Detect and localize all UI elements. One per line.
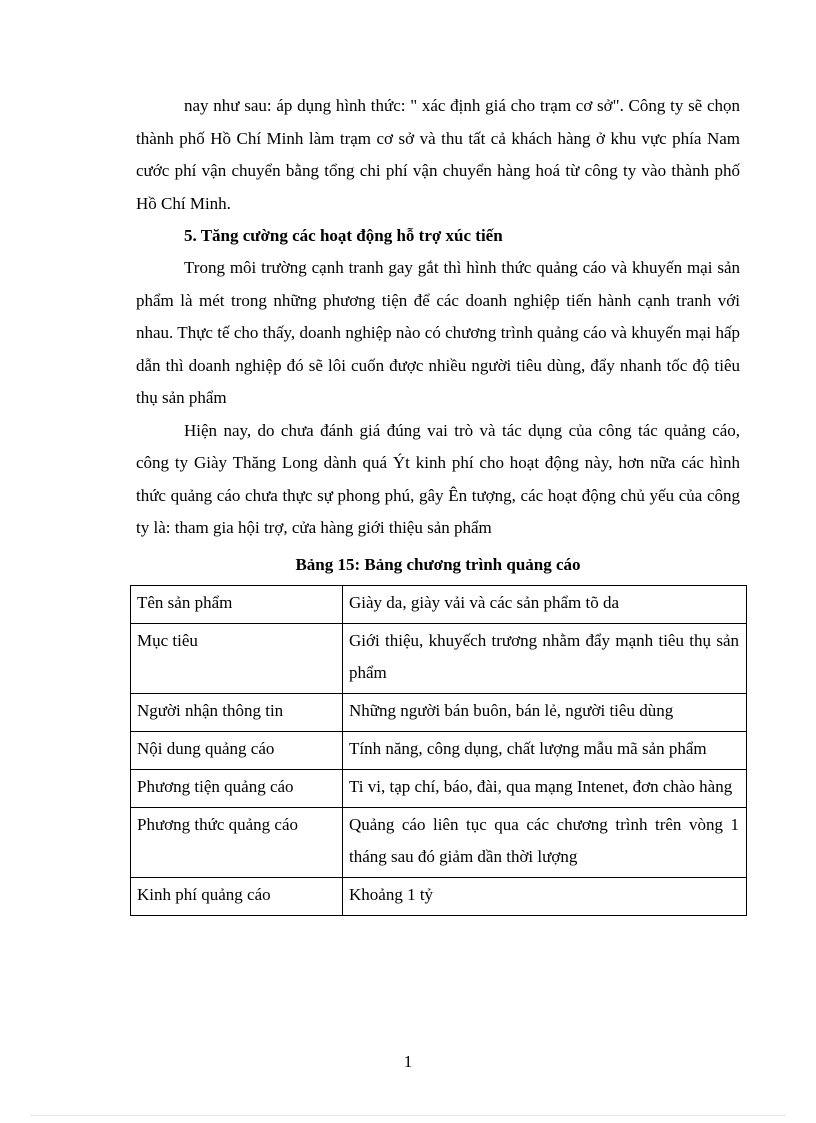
row-value: Tính năng, công dụng, chất lượng mẫu mã sản phẩm (343, 731, 747, 769)
table-row (131, 769, 747, 807)
row-value: Giày da, giày vải và các sản phẩm tõ da (343, 585, 747, 623)
table-row (131, 807, 747, 877)
section-heading: 5. Tăng cường các hoạt động hỗ trợ xúc tiến (184, 226, 503, 245)
advertising-program-table (130, 585, 747, 916)
row-value: Những người bán buôn, bán lẻ, người tiêu dùng (343, 693, 747, 731)
row-value: Giới thiệu, khuyếch trương nhằm đẩy mạnh tiêu thụ sản phẩm (343, 623, 747, 693)
paragraph-promotion: Trong môi trường cạnh tranh gay gắt thì hình thức quảng cáo và khuyến mại sản phẩm là mét trong những phương tiện để các doanh nghiệp tiến hành cạnh tranh với nhau. Thực tế cho thấy, doanh nghiệp nào có chương trình quảng cáo và khuyến mại hấp dẫn thì doanh nghiệp đó sẽ lôi cuốn được nhiều người tiêu dùng, đẩy nhanh tốc độ tiêu thụ sản phẩm (136, 258, 740, 407)
page-bottom-divider (30, 1115, 786, 1116)
row-label: Phương tiện quảng cáo (131, 769, 343, 807)
table-title: Bảng 15: Bảng chương trình quảng cáo (295, 554, 581, 574)
paragraph-pricing: nay như sau: áp dụng hình thức: " xác định giá cho trạm cơ sở". Công ty sẽ chọn thành phố Hồ Chí Minh làm trạm cơ sở và thu tất cả khách hàng ở khu vực phía Nam cước phí vận chuyển bằng tổng chi phí vận chuyển hàng hoá từ công ty vào thành phố Hồ Chí Minh. (136, 96, 740, 213)
row-label: Tên sản phẩm (131, 585, 343, 623)
row-value: Quảng cáo liên tục qua các chương trình trên vòng 1 tháng sau đó giảm dần thời lượng (343, 807, 747, 877)
table-row (131, 731, 747, 769)
row-value: Ti vi, tạp chí, báo, đài, qua mạng Intenet, đơn chào hàng (343, 769, 747, 807)
paragraph-current-state: Hiện nay, do chưa đánh giá đúng vai trò và tác dụng của công tác quảng cáo, công ty Giày Thăng Long dành quá Ýt kinh phí cho hoạt động này, hơn nữa các hình thức quảng cáo chưa thực sự phong phú, gây Ên tượng, các hoạt động chủ yếu của công ty là: tham gia hội trợ, cửa hàng giới thiệu sản phẩm (136, 420, 740, 537)
page-content (136, 90, 740, 916)
row-label: Phương thức quảng cáo (131, 807, 343, 877)
row-label: Mục tiêu (131, 623, 343, 693)
row-value: Khoảng 1 tỷ (343, 877, 747, 915)
row-label: Kinh phí quảng cáo (131, 877, 343, 915)
table-row (131, 585, 747, 623)
table-row (131, 623, 747, 693)
page-number: 1 (403, 1052, 413, 1071)
table-row (131, 693, 747, 731)
row-label: Nội dung quảng cáo (131, 731, 343, 769)
table-row (131, 877, 747, 915)
row-label: Người nhận thông tin (131, 693, 343, 731)
